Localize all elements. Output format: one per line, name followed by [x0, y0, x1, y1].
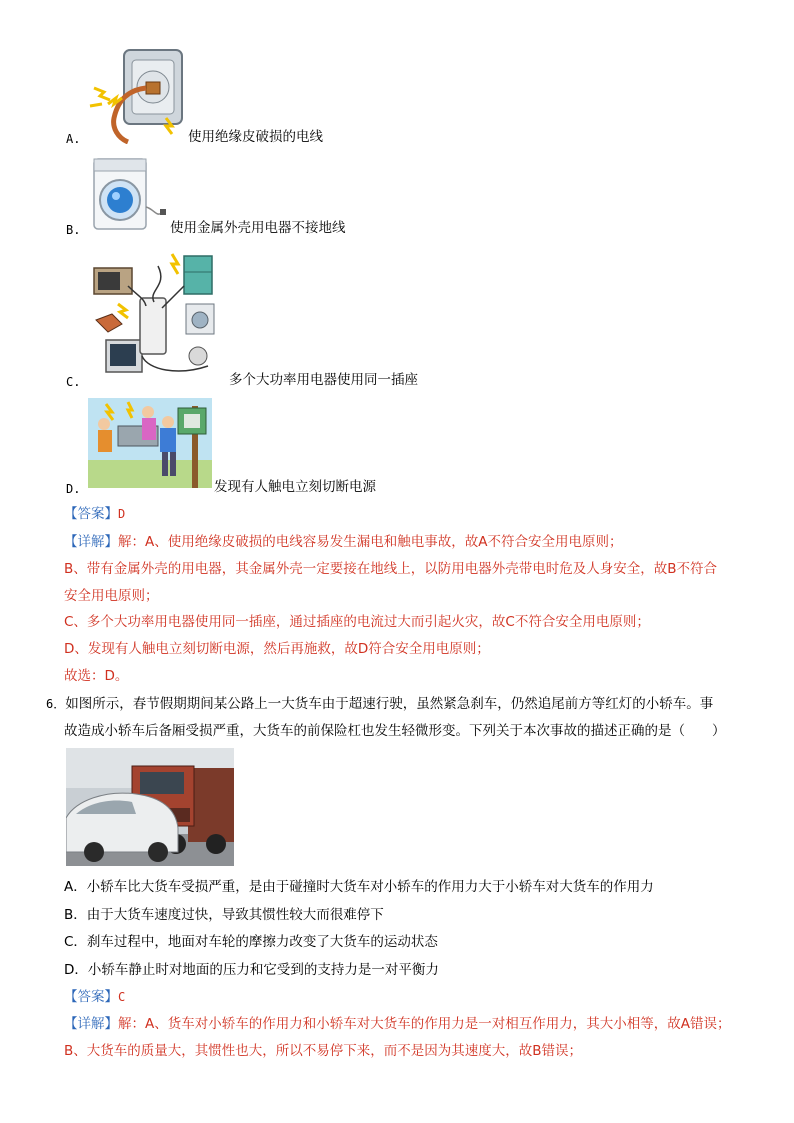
- truck-car-accident-photo: [66, 748, 234, 866]
- option-d-letter: D.: [66, 482, 81, 496]
- q5-detail-line-4: C、多个大功率用电器使用同一插座，通过插座的电流过大而引起火灾，故C不符合安全用电原则；: [64, 614, 650, 630]
- electric-shock-rescue-illustration: [88, 398, 212, 488]
- option-d-text: 发现有人触电立刻切断电源: [214, 479, 376, 495]
- q6-option-b: B．由于大货车速度过快，导致其惯性较大而很难停下: [64, 907, 384, 923]
- option-a-letter: A.: [66, 132, 81, 146]
- q6-stem-line-2: 故造成小轿车后备厢受损严重，大货车的前保险杠也发生轻微形变。下列关于本次事故的描述正确的是（ ）: [64, 723, 726, 739]
- detail-tag: 【详解】: [64, 1016, 118, 1032]
- option-a-text: 使用绝缘皮破损的电线: [188, 129, 323, 145]
- q5-detail-line-5: D、发现有人触电立刻切断电源，然后再施救，故D符合安全用电原则；: [64, 641, 490, 657]
- q5-detail-line-2: B、带有金属外壳的用电器，其金属外壳一定要接在地线上，以防用电器外壳带电时危及人身安全，故B不符合: [64, 561, 718, 577]
- q6-detail-line-1: 【详解】解：A、货车对小轿车的作用力和小轿车对大货车的作用力是一对相互作用力，其大小相等，故A错误；: [64, 1016, 731, 1032]
- option-b-letter: B.: [66, 223, 81, 237]
- q6-detail-line-2: B、大货车的质量大，其惯性也大，所以不易停下来，而不是因为其速度大，故B错误；: [64, 1043, 583, 1059]
- q6-answer: [64, 988, 125, 1006]
- q6-stem-line-1: 6．如图所示，春节假期期间某公路上一大货车由于超速行驶，虽然紧急刹车，仍然追尾前方等红灯的小轿车。事: [46, 696, 714, 712]
- answer-value: D: [118, 507, 126, 521]
- q5-answer: [64, 505, 125, 523]
- answer-tag: 【答案】: [64, 506, 118, 522]
- detail-tag: 【详解】: [64, 534, 118, 550]
- question-number: 6．: [46, 697, 66, 711]
- option-c-letter: C.: [66, 375, 81, 389]
- q5-detail-line-6: 故选：D。: [64, 668, 129, 684]
- q6-option-c: C．刹车过程中，地面对车轮的摩擦力改变了大货车的运动状态: [64, 934, 438, 950]
- q6-option-a: A．小轿车比大货车受损严重，是由于碰撞时大货车对小轿车的作用力大于小轿车对大货车的作用力: [64, 879, 654, 895]
- washing-machine-illustration: [88, 157, 168, 233]
- option-c-text: 多个大功率用电器使用同一插座: [229, 372, 418, 388]
- q5-detail-line-3: 安全用电原则；: [64, 588, 159, 604]
- answer-value: C: [118, 990, 126, 1004]
- q5-detail-line-1: 【详解】解：A、使用绝缘皮破损的电线容易发生漏电和触电事故，故A不符合安全用电原则；: [64, 534, 623, 550]
- answer-tag: 【答案】: [64, 989, 118, 1005]
- overloaded-socket-illustration: [88, 246, 224, 382]
- damaged-wire-illustration: [88, 48, 186, 144]
- q6-option-d: D．小轿车静止时对地面的压力和它受到的支持力是一对平衡力: [64, 962, 439, 978]
- option-b-text: 使用金属外壳用电器不接地线: [170, 220, 346, 236]
